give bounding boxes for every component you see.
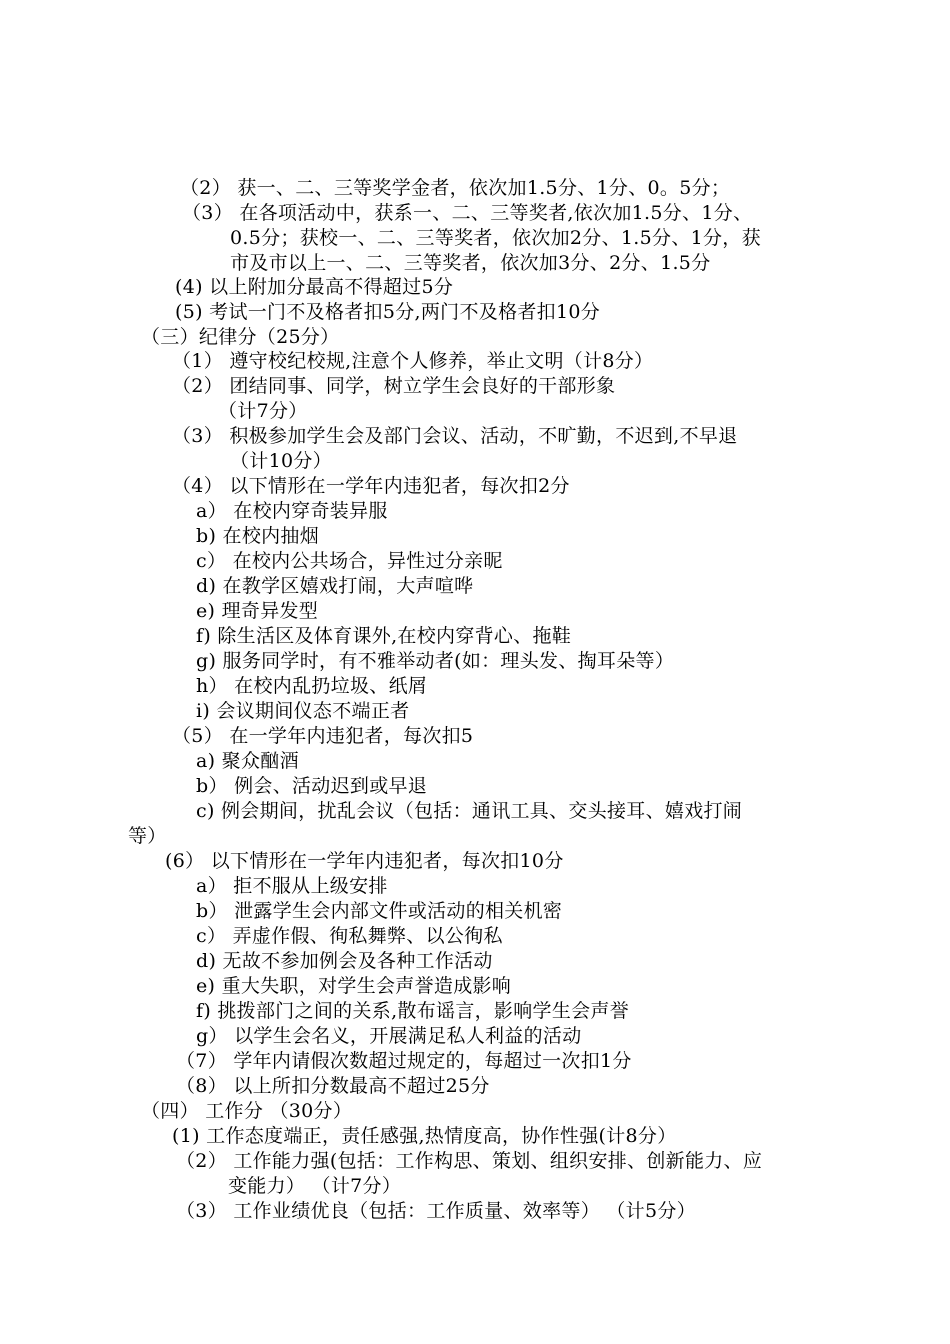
text-line: 市及市以上一、二、三等奖者，依次加3分、2分、1.5分 [230, 252, 711, 274]
text-line: （8） 以上所扣分数最高不超过25分 [176, 1075, 490, 1097]
text-line: (4) 以上附加分最高不得超过5分 [175, 276, 454, 298]
list-item: c) 例会期间，扰乱会议（包括：通讯工具、交头接耳、嬉戏打闹 [196, 800, 743, 822]
section-heading: （三）纪律分（25分） [141, 326, 340, 348]
list-item: d) 在教学区嬉戏打闹，大声喧哗 [196, 575, 474, 597]
text-line: （2） 团结同事、同学，树立学生会良好的干部形象 [172, 375, 616, 397]
list-item: b) 在校内抽烟 [196, 525, 320, 547]
text-line: (1) 工作态度端正，责任感强,热情度高，协作性强(计8分） [172, 1125, 677, 1147]
list-item: b） 例会、活动迟到或早退 [196, 775, 428, 797]
list-item: a） 拒不服从上级安排 [196, 875, 388, 897]
list-item: e) 理奇异发型 [196, 600, 319, 622]
section-heading: （四） 工作分 （30分） [141, 1100, 353, 1122]
list-item: i) 会议期间仪态不端正者 [196, 700, 410, 722]
list-item: a） 在校内穿奇装异服 [196, 500, 388, 522]
list-item: c） 弄虚作假、徇私舞弊、以公徇私 [196, 925, 503, 947]
list-item: g) 服务同学时，有不雅举动者(如：理头发、掏耳朵等） [196, 650, 675, 672]
list-item: c） 在校内公共场合，异性过分亲昵 [196, 550, 503, 572]
list-item: d) 无故不参加例会及各种工作活动 [196, 950, 493, 972]
text-line: 等） [128, 825, 167, 847]
list-item: g） 以学生会名义，开展满足私人利益的活动 [196, 1025, 582, 1047]
text-line: （计7分） [218, 400, 308, 422]
list-item: f) 除生活区及体育课外,在校内穿背心、拖鞋 [196, 625, 572, 647]
text-line: （3） 在各项活动中，获系一、二、三等奖者,依次加1.5分、1分、 [182, 202, 753, 224]
text-line: 0.5分；获校一、二、三等奖者，依次加2分、1.5分、1分，获 [230, 227, 761, 249]
list-item: e) 重大失职，对学生会声誉造成影响 [196, 975, 512, 997]
text-line: （2） 获一、二、三等奖学金者，依次加1.5分、1分、0。5分； [180, 177, 731, 199]
list-item: b） 泄露学生会内部文件或活动的相关机密 [196, 900, 563, 922]
text-line: （计10分） [230, 450, 332, 472]
text-line: （3） 积极参加学生会及部门会议、活动，不旷勤，不迟到,不早退 [172, 425, 738, 447]
text-line: (6） 以下情形在一学年内违犯者，每次扣10分 [165, 850, 564, 872]
text-line: （3） 工作业绩优良（包括：工作质量、效率等） （计5分） [176, 1200, 696, 1222]
text-line: （1） 遵守校纪校规,注意个人修养，举止文明（计8分） [172, 350, 654, 372]
text-line: (5) 考试一门不及格者扣5分,两门不及格者扣10分 [175, 301, 601, 323]
text-line: （2） 工作能力强(包括：工作构思、策划、组织安排、创新能力、应 [176, 1150, 763, 1172]
text-line: （5） 在一学年内违犯者，每次扣5 [172, 725, 474, 747]
list-item: a) 聚众酗酒 [196, 750, 299, 772]
list-item: h） 在校内乱扔垃圾、纸屑 [196, 675, 428, 697]
text-line: （7） 学年内请假次数超过规定的，每超过一次扣1分 [176, 1050, 632, 1072]
text-line: （4） 以下情形在一学年内违犯者，每次扣2分 [172, 475, 570, 497]
list-item: f) 挑拨部门之间的关系,散布谣言，影响学生会声誉 [196, 1000, 630, 1022]
text-line: 变能力） （计7分） [228, 1175, 402, 1197]
